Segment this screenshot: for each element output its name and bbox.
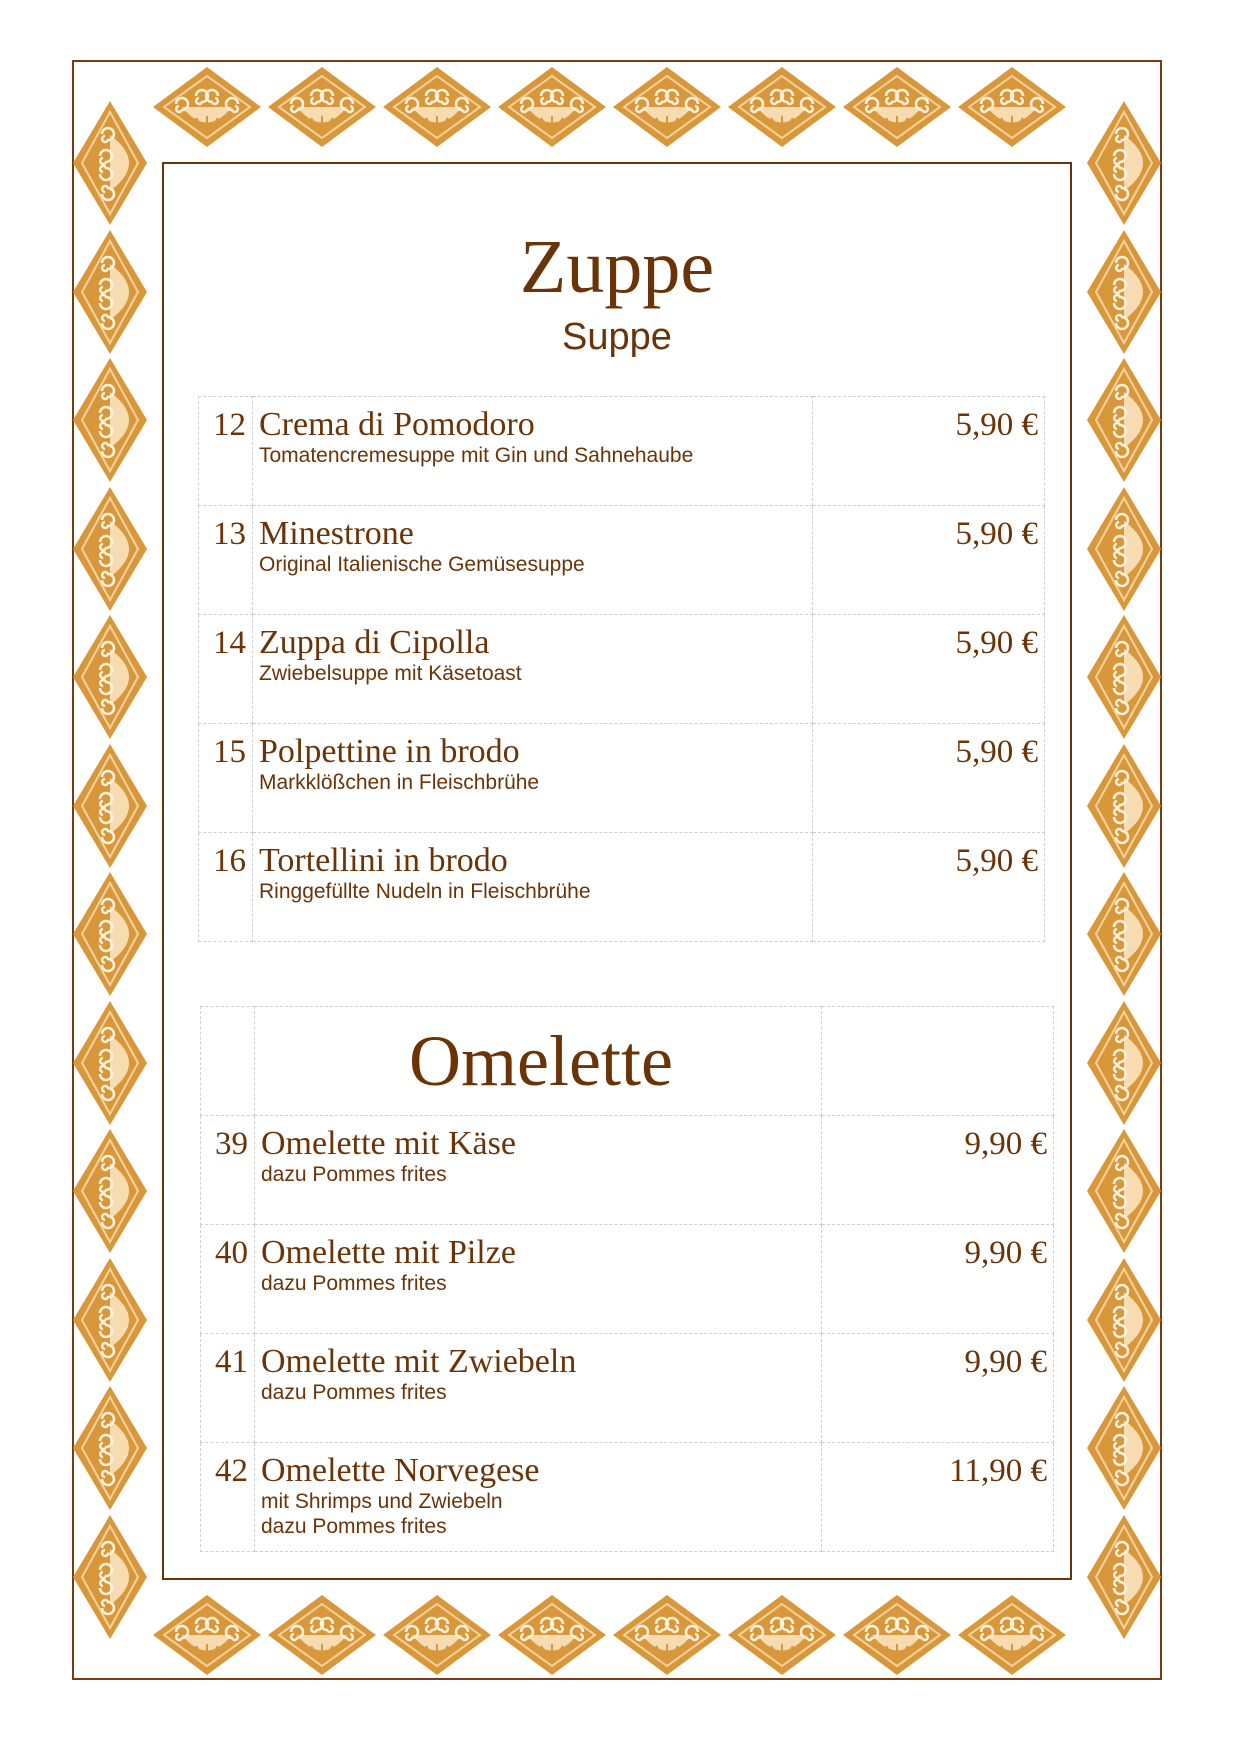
menu-item-row [199,833,1045,942]
ornament-tile-icon [727,1594,837,1676]
dish-description: dazu Pommes frites [261,1272,447,1295]
ornament-tile-icon [72,1385,148,1511]
ornament-tile-icon [497,66,607,148]
item-number: 16 [199,833,253,942]
ornament-tile-icon [1086,229,1162,355]
ornament-tile-icon [267,1594,377,1676]
dish-description: dazu Pommes frites [261,1163,447,1186]
dish-name: Omelette Norvegese [261,1452,540,1489]
dish-name: Omelette mit Zwiebeln [261,1343,577,1380]
menu-item-row [199,615,1045,724]
dish-name: Tortellini in brodo [259,842,508,879]
ornament-tile-icon [1086,100,1162,226]
ornament-tile-icon [957,66,1067,148]
ornament-tile-icon [152,1594,262,1676]
dish-description: Ringgefüllte Nudeln in Fleischbrühe [259,880,591,903]
item-price: 5,90 € [813,833,1045,942]
section-title-zuppe: Zuppe [519,225,715,309]
menu-item-row [201,1334,1054,1443]
dish-description: Zwiebelsuppe mit Käsetoast [259,662,522,685]
ornament-tile-icon [612,66,722,148]
menu-item-row [199,397,1045,506]
ornament-tile-icon [72,229,148,355]
dish-description: Tomatencremesuppe mit Gin und Sahnehaube [259,444,694,467]
item-price: 5,90 € [813,506,1045,615]
ornament-tile-icon [1086,357,1162,483]
ornament-tile-icon [72,871,148,997]
ornament-tile-icon [72,1257,148,1383]
ornament-tile-icon [1086,1385,1162,1511]
item-price: 11,90 € [822,1443,1054,1552]
menu-item-row [199,506,1045,615]
section-subtitle-suppe: Suppe [562,316,672,358]
item-number: 42 [201,1443,255,1552]
menu-page [162,162,1072,1580]
ornament-tile-icon [382,1594,492,1676]
item-number: 41 [201,1334,255,1443]
item-price: 9,90 € [822,1116,1054,1225]
dish-name: Crema di Pomodoro [259,406,535,443]
item-number: 14 [199,615,253,724]
ornament-tile-icon [497,1594,607,1676]
ornament-tile-icon [1086,1514,1162,1640]
ornament-tile-icon [72,357,148,483]
item-price: 5,90 € [813,615,1045,724]
ornament-tile-icon [612,1594,722,1676]
item-price: 5,90 € [813,724,1045,833]
ornament-tile-icon [72,100,148,226]
ornament-tile-icon [72,486,148,612]
ornament-tile-icon [1086,743,1162,869]
item-number: 15 [199,724,253,833]
dish-name: Omelette mit Pilze [261,1234,516,1271]
ornament-tile-icon [72,743,148,869]
item-number: 39 [201,1116,255,1225]
ornament-tile-icon [72,1128,148,1254]
menu-item-row [201,1443,1054,1552]
ornament-tile-icon [842,1594,952,1676]
ornament-tile-icon [957,1594,1067,1676]
item-number: 12 [199,397,253,506]
ornament-tile-icon [1086,486,1162,612]
ornament-tile-icon [1086,614,1162,740]
ornament-tile-icon [842,66,952,148]
dish-name: Polpettine in brodo [259,733,520,770]
omelette-menu-table [200,1006,1054,1552]
ornament-tile-icon [1086,1000,1162,1126]
ornament-tile-icon [72,614,148,740]
ornament-tile-icon [1086,1257,1162,1383]
item-price: 5,90 € [813,397,1045,506]
dish-name: Omelette mit Käse [261,1125,516,1162]
section-title-omelette: Omelette [255,1007,822,1116]
dish-description: dazu Pommes frites [261,1515,447,1538]
ornament-tile-icon [1086,1128,1162,1254]
ornament-tile-icon [72,1000,148,1126]
item-price: 9,90 € [822,1334,1054,1443]
ornament-tile-icon [267,66,377,148]
ornament-tile-icon [1086,871,1162,997]
dish-description: dazu Pommes frites [261,1381,447,1404]
dish-name: Zuppa di Cipolla [259,624,490,661]
menu-item-row [201,1116,1054,1225]
item-price: 9,90 € [822,1225,1054,1334]
dish-name: Minestrone [259,515,414,552]
item-number: 40 [201,1225,255,1334]
menu-item-row [199,724,1045,833]
item-number: 13 [199,506,253,615]
dish-description: Markklößchen in Fleischbrühe [259,771,540,794]
ornament-tile-icon [382,66,492,148]
ornament-tile-icon [72,1514,148,1640]
omelette-header-row [201,1007,1054,1116]
soup-menu-table [198,396,1045,942]
menu-item-row [201,1225,1054,1334]
dish-description: Original Italienische Gemüsesuppe [259,553,585,576]
ornament-tile-icon [727,66,837,148]
ornament-tile-icon [152,66,262,148]
dish-description: mit Shrimps und Zwiebeln [261,1490,503,1513]
